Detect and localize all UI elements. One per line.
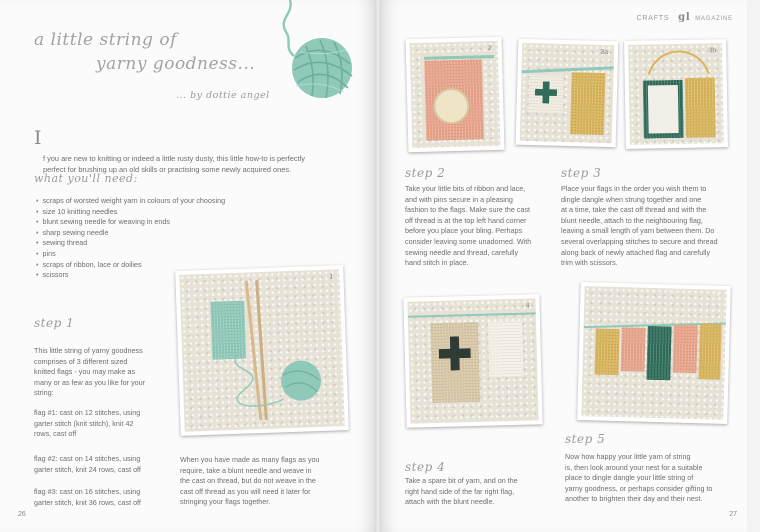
- materials-list: [36, 196, 225, 281]
- step-1-flag-3: flag #3: cast on 16 stitches, using garter stitch, knit 36 rows, cast off: [34, 487, 141, 507]
- intro-dropcap: I: [34, 127, 42, 149]
- header-section: CRAFTS: [636, 15, 670, 22]
- photo-5-image: [581, 286, 726, 420]
- photo-step-1: [175, 265, 349, 436]
- photo-2-number: 2: [487, 45, 492, 53]
- header-logo: gl: [678, 12, 691, 23]
- right-page: [381, 0, 747, 532]
- photo-4-image: [407, 298, 538, 423]
- yarn-ball-illustration: [260, 0, 370, 110]
- header-bar: [637, 12, 733, 23]
- photo-3b-image: [628, 43, 724, 145]
- photo-step-5: [577, 282, 731, 424]
- photo-1-number: 1: [329, 273, 334, 281]
- photo-3a-number: 3a: [600, 48, 609, 57]
- step-2-text: Take your little bits of ribbon and lace, and with pins secure in a pleasing fashion to the flags. Make sure the cast off thread is at the top left hand corner before you place your bling. Perhaps consider leaving some unadorned. With sewing needle and thread, carefully hand stitch in place.: [405, 184, 532, 268]
- step-1-flag-2: flag #2: cast on 14 stitches, using garter stitch, knit 24 rows, cast off: [34, 454, 141, 474]
- step-1-continued: When you have made as many flags as you require, take a blunt needle and weave in the cast on thread, but do not weave in the cast off thread as you will need it later for stringing your flags together.: [180, 455, 320, 507]
- title-line-2: yarny goodness...: [96, 54, 256, 74]
- intro-paragraph: [34, 127, 354, 175]
- step-1-flag-1: flag #1: cast on 12 stitches, using garter stitch (knit stitch), knit 42 rows, cast off: [34, 408, 141, 439]
- photo-step-3b: [624, 39, 728, 149]
- list-item: • blunt sewing needle for weaving in ends: [36, 217, 225, 228]
- photo-step-3a: [516, 39, 619, 148]
- header-magazine: MAGAZINE: [695, 16, 733, 22]
- left-page: [0, 0, 375, 532]
- list-item: • pins: [36, 249, 225, 260]
- list-item: • sharp sewing needle: [36, 228, 225, 239]
- folio-left: 26: [18, 511, 26, 518]
- materials-heading: what you'll need:: [34, 172, 138, 185]
- list-item: • sewing thread: [36, 238, 225, 249]
- step-4-text: Take a spare bit of yarn, and on the right hand side of the far right flag, attach with the blunt needle.: [405, 476, 518, 507]
- list-item: • scraps of ribbon, lace or doilies: [36, 260, 225, 271]
- byline: ... by dottie angel: [176, 90, 270, 101]
- list-item: • scraps of worsted weight yarn in colours of your choosing: [36, 196, 225, 207]
- step-1-intro: This little string of yarny goodness comprises of 3 different sized knitted flags - you may make as many or as few as you like for your string:: [34, 346, 146, 398]
- title-line-1: a little string of: [34, 30, 177, 50]
- list-item: • scissors: [36, 270, 225, 281]
- step-1-heading: step 1: [34, 316, 75, 330]
- photo-2-image: [410, 41, 501, 148]
- photo-5-number: 5: [716, 293, 721, 301]
- photo-step-4: [403, 294, 542, 428]
- list-item: • size 10 knitting needles: [36, 207, 225, 218]
- photo-4-number: 4: [525, 302, 530, 310]
- photo-step-2: [406, 37, 505, 152]
- step-2-heading: step 2: [405, 166, 446, 180]
- step-3-heading: step 3: [561, 166, 602, 180]
- step-4-heading: step 4: [405, 460, 446, 474]
- photo-3a-image: [520, 43, 615, 143]
- page-edge-strip: [747, 0, 760, 532]
- step-5-text: Now how happy your little yarn of string is, then look around your nest for a suitable place to dingle dangle your little string of yarny goodness, or perhaps consider gifting to another to brighten their day and their nest.: [565, 452, 713, 504]
- intro-text: f you are new to knitting or indeed a little rusty dusty, this little how-to is perfectly perfect for brushing up an old skills or practising some newly acquired ones.: [43, 154, 305, 174]
- step-3-text: Place your flags in the order you wish them to dingle dangle when strung together and one at a time, take the cast off thread and with the blunt needle, attach to the neighbouring flag, leaving a small length of yarn between them. Do several overlapping stitches to secure and thread along back of newly attached flag and carefully trim with scissors.: [561, 184, 718, 268]
- photo-3b-number: 3b: [708, 47, 717, 55]
- photo-1-image: [179, 269, 344, 431]
- folio-right: 27: [729, 511, 737, 518]
- step-5-heading: step 5: [565, 432, 606, 446]
